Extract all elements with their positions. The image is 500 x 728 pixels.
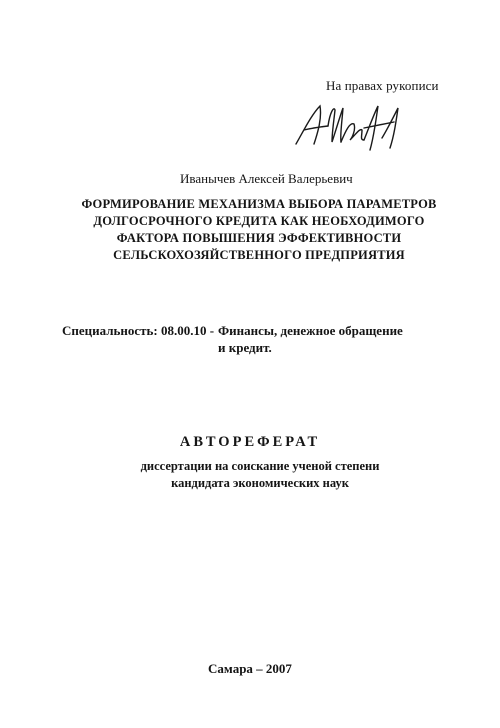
- abstract-heading: АВТОРЕФЕРАТ: [179, 434, 321, 450]
- specialty-value: [218, 322, 438, 356]
- title-line: СЕЛЬСКОХОЗЯЙСТВЕННОГО ПРЕДПРИЯТИЯ: [113, 248, 405, 262]
- dissertation-title: [60, 196, 458, 264]
- place-year: Самара – 2007: [208, 661, 292, 676]
- specialty-label: Специальность: 08.00.10 -: [62, 323, 215, 338]
- specialty-value-line: и кредит.: [218, 340, 272, 355]
- title-line: ФАКТОРА ПОВЫШЕНИЯ ЭФФЕКТИВНОСТИ: [116, 231, 402, 245]
- title-line: ДОЛГОСРОЧНОГО КРЕДИТА КАК НЕОБХОДИМОГО: [93, 214, 425, 228]
- author-name: Иванычев Алексей Валерьевич: [180, 171, 353, 186]
- author-signature: [290, 100, 405, 152]
- specialty-value-line: Финансы, денежное обращение: [218, 323, 403, 338]
- title-line: ФОРМИРОВАНИЕ МЕХАНИЗМА ВЫБОРА ПАРАМЕТРОВ: [81, 197, 437, 211]
- purpose-line: кандидата экономических наук: [171, 476, 349, 490]
- rights-note: На правах рукописи: [326, 78, 439, 93]
- purpose-line: диссертации на соискание ученой степени: [140, 459, 380, 473]
- degree-purpose: [100, 458, 420, 492]
